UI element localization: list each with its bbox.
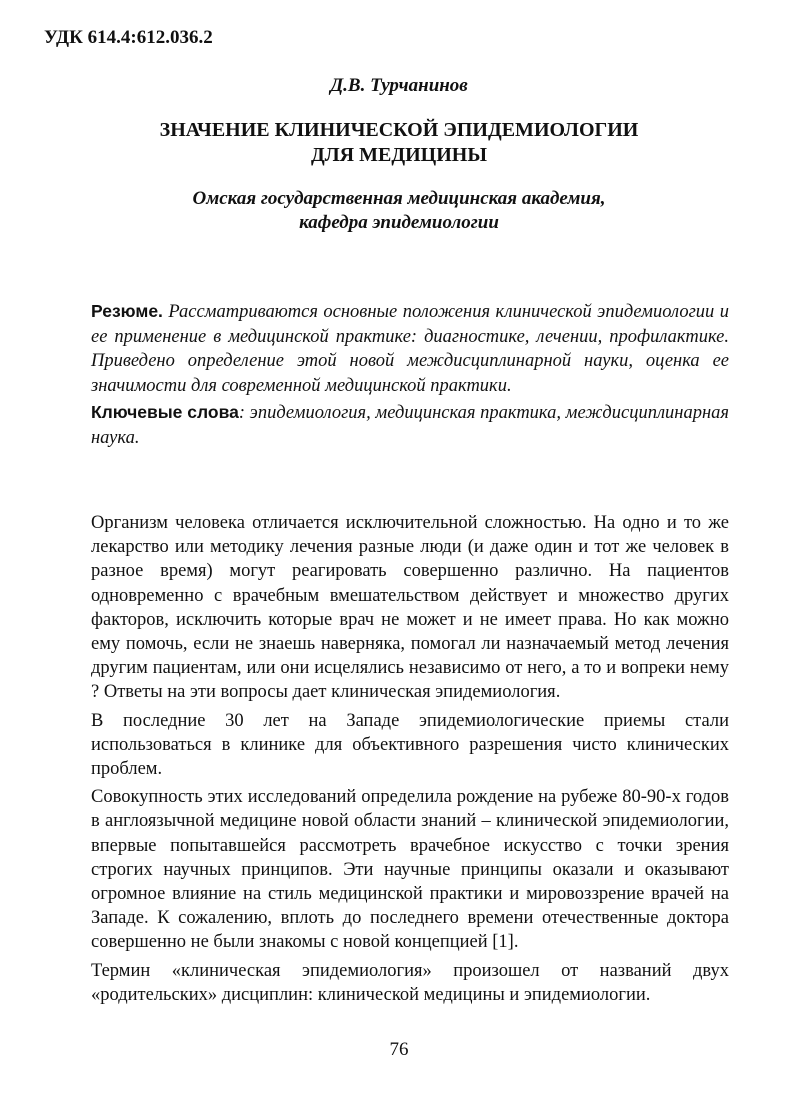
keywords-text: : эпидемиология, медицинская практика, междисциплинарная наука. [91, 403, 729, 448]
body-paragraph: В последние 30 лет на Западе эпидемиологические приемы стали использоваться в клинике для объективного разрешения чисто клинических проблем. [91, 710, 729, 780]
title-line: ДЛЯ МЕДИЦИНЫ [311, 144, 487, 166]
body-paragraph: Организм человека отличается исключительной сложностью. На одно и то же лекарство или методику лечения разные люди (и даже один и тот же человек в разное время) могут реагировать совершенно различно. На пациентов одновременно с врачебным вмешательством действует и множество других факторов, исключить которые врач не может и не имеет права. Но как можно ему помочь, если не знаешь наверняка, помогал ли назначаемый метод лечения другим пациентам, или они исцелялись независимо от него, а то и вопреки нему ? Ответы на эти вопросы дает клиническая эпидемиология. [91, 513, 729, 703]
abstract-label: Резюме. [91, 301, 163, 321]
body-paragraph: Термин «клиническая эпидемиология» произошел от названий двух «родительских» дисциплин: клинической медицины и эпидемиологии. [91, 960, 729, 1005]
affiliation [0, 187, 798, 235]
keywords-paragraph [91, 400, 729, 450]
affiliation-line: кафедра эпидемиологии [299, 212, 499, 233]
page-number: 76 [389, 1039, 409, 1060]
keywords-label: Ключевые слова [91, 402, 239, 422]
article-body [91, 511, 729, 1011]
article-title [0, 118, 798, 168]
abstract-text: Рассматриваются основные положения клинической эпидемиологии и ее применение в медицинской практике: диагностике, лечении, профилактике. Приведено определение этой новой междисциплинарной науки, оценка ее значимости для современной медицинской практики. [91, 302, 729, 396]
author-name: Д.В. Турчанинов [330, 75, 468, 96]
body-paragraph: Совокупность этих исследований определила рождение на рубеже 80-90-х годов в англоязычной медицине новой области знаний – клинической эпидемиологии, впервые попытавшейся рассмотреть врачебное искусство с точки зрения строгих научных принципов. Эти научные принципы оказали и оказывают огромное влияние на стиль медицинской практики и мировоззрение врачей на Западе. К сожалению, вплоть до последнего времени отечественные доктора совершенно не были знакомы с новой концепцией [1]. [91, 787, 729, 953]
abstract-paragraph [91, 299, 729, 398]
affiliation-line: Омская государственная медицинская академия, [192, 188, 606, 209]
abstract-block [91, 299, 729, 450]
udk-code: УДК 614.4:612.036.2 [44, 27, 213, 48]
title-line: ЗНАЧЕНИЕ КЛИНИЧЕСКОЙ ЭПИДЕМИОЛОГИИ [159, 119, 639, 141]
